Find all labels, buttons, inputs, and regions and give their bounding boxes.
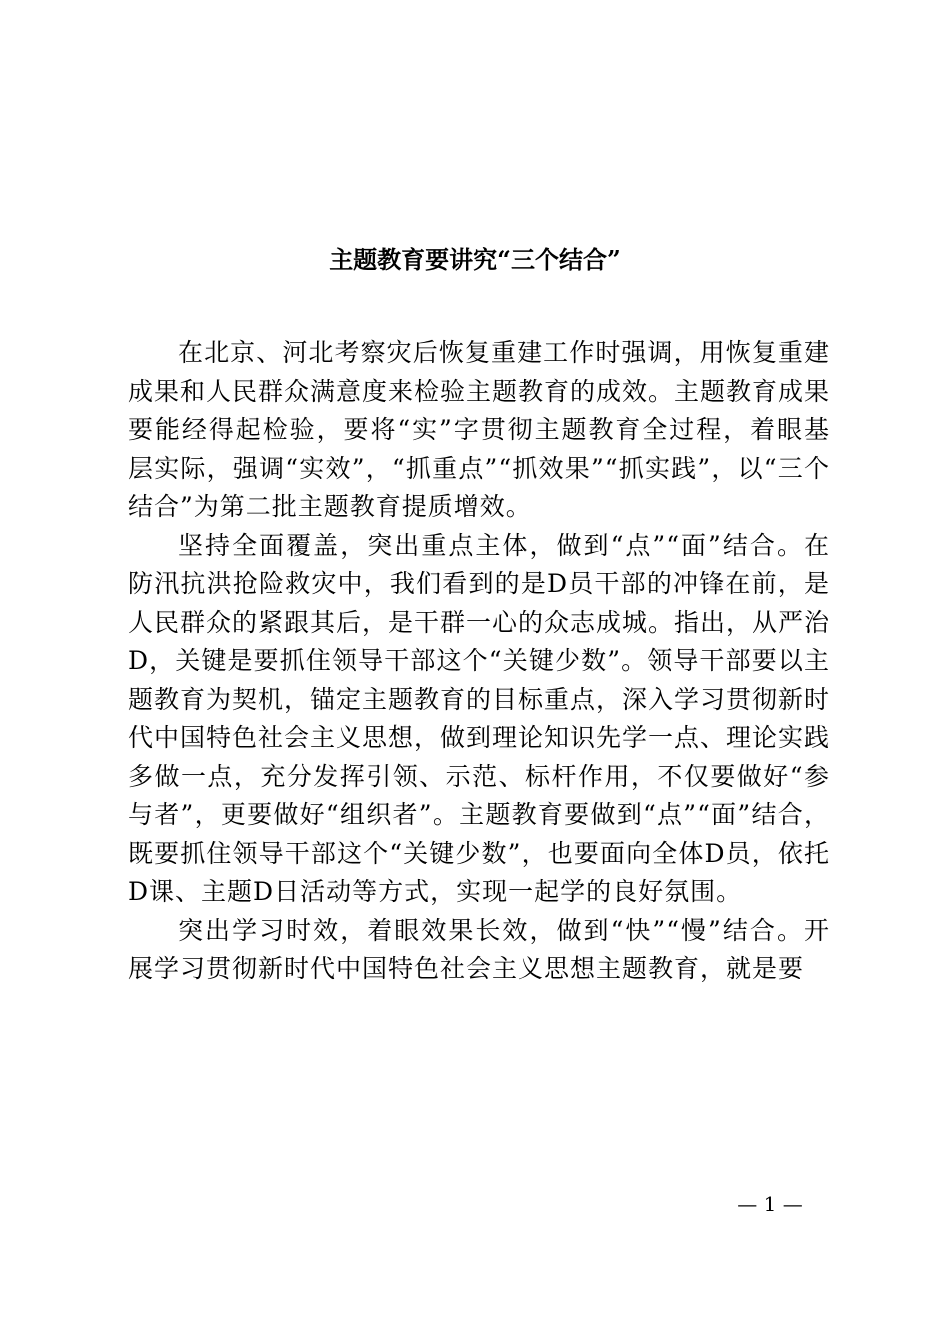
- paragraph-2: 坚持全面覆盖，突出重点主体，做到“点”“面”结合。在防汛抗洪抢险救灾中，我们看到的是D员干部的冲锋在前，是人民群众的紧跟其后，是干群一心的众志成城。指出，从严治D，关键是要抓住领导干部这个“关键少数”。领导干部要以主题教育为契机，锚定主题教育的目标重点，深入学习贯彻新时代中国特色社会主义思想，做到理论知识先学一点、理论实践多做一点，充分发挥引领、示范、标杆作用，不仅要做好“参与者”，更要做好“组织者”。主题教育要做到“点”“面”结合，既要抓住领导干部这个“关键少数”，也要面向全体D员，依托D课、主题D日活动等方式，实现一起学的良好氛围。: [128, 530, 831, 906]
- page-number: — 1 —: [737, 1192, 803, 1216]
- paragraph-3: 突出学习时效，着眼效果长效，做到“快”“慢”结合。开展学习贯彻新时代中国特色社会主义思想主题教育，就是要: [128, 915, 830, 983]
- document-body: [128, 334, 830, 989]
- document-title: 主题教育要讲究“三个结合”: [329, 245, 621, 274]
- paragraph-1: 在北京、河北考察灾后恢复重建工作时强调，用恢复重建成果和人民群众满意度来检验主题教育的成效。主题教育成果要能经得起检验，要将“实”字贯彻主题教育全过程，着眼基层实际，强调“实效”，“抓重点”“抓效果”“抓实践”，以“三个结合”为第二批主题教育提质增效。: [128, 338, 831, 521]
